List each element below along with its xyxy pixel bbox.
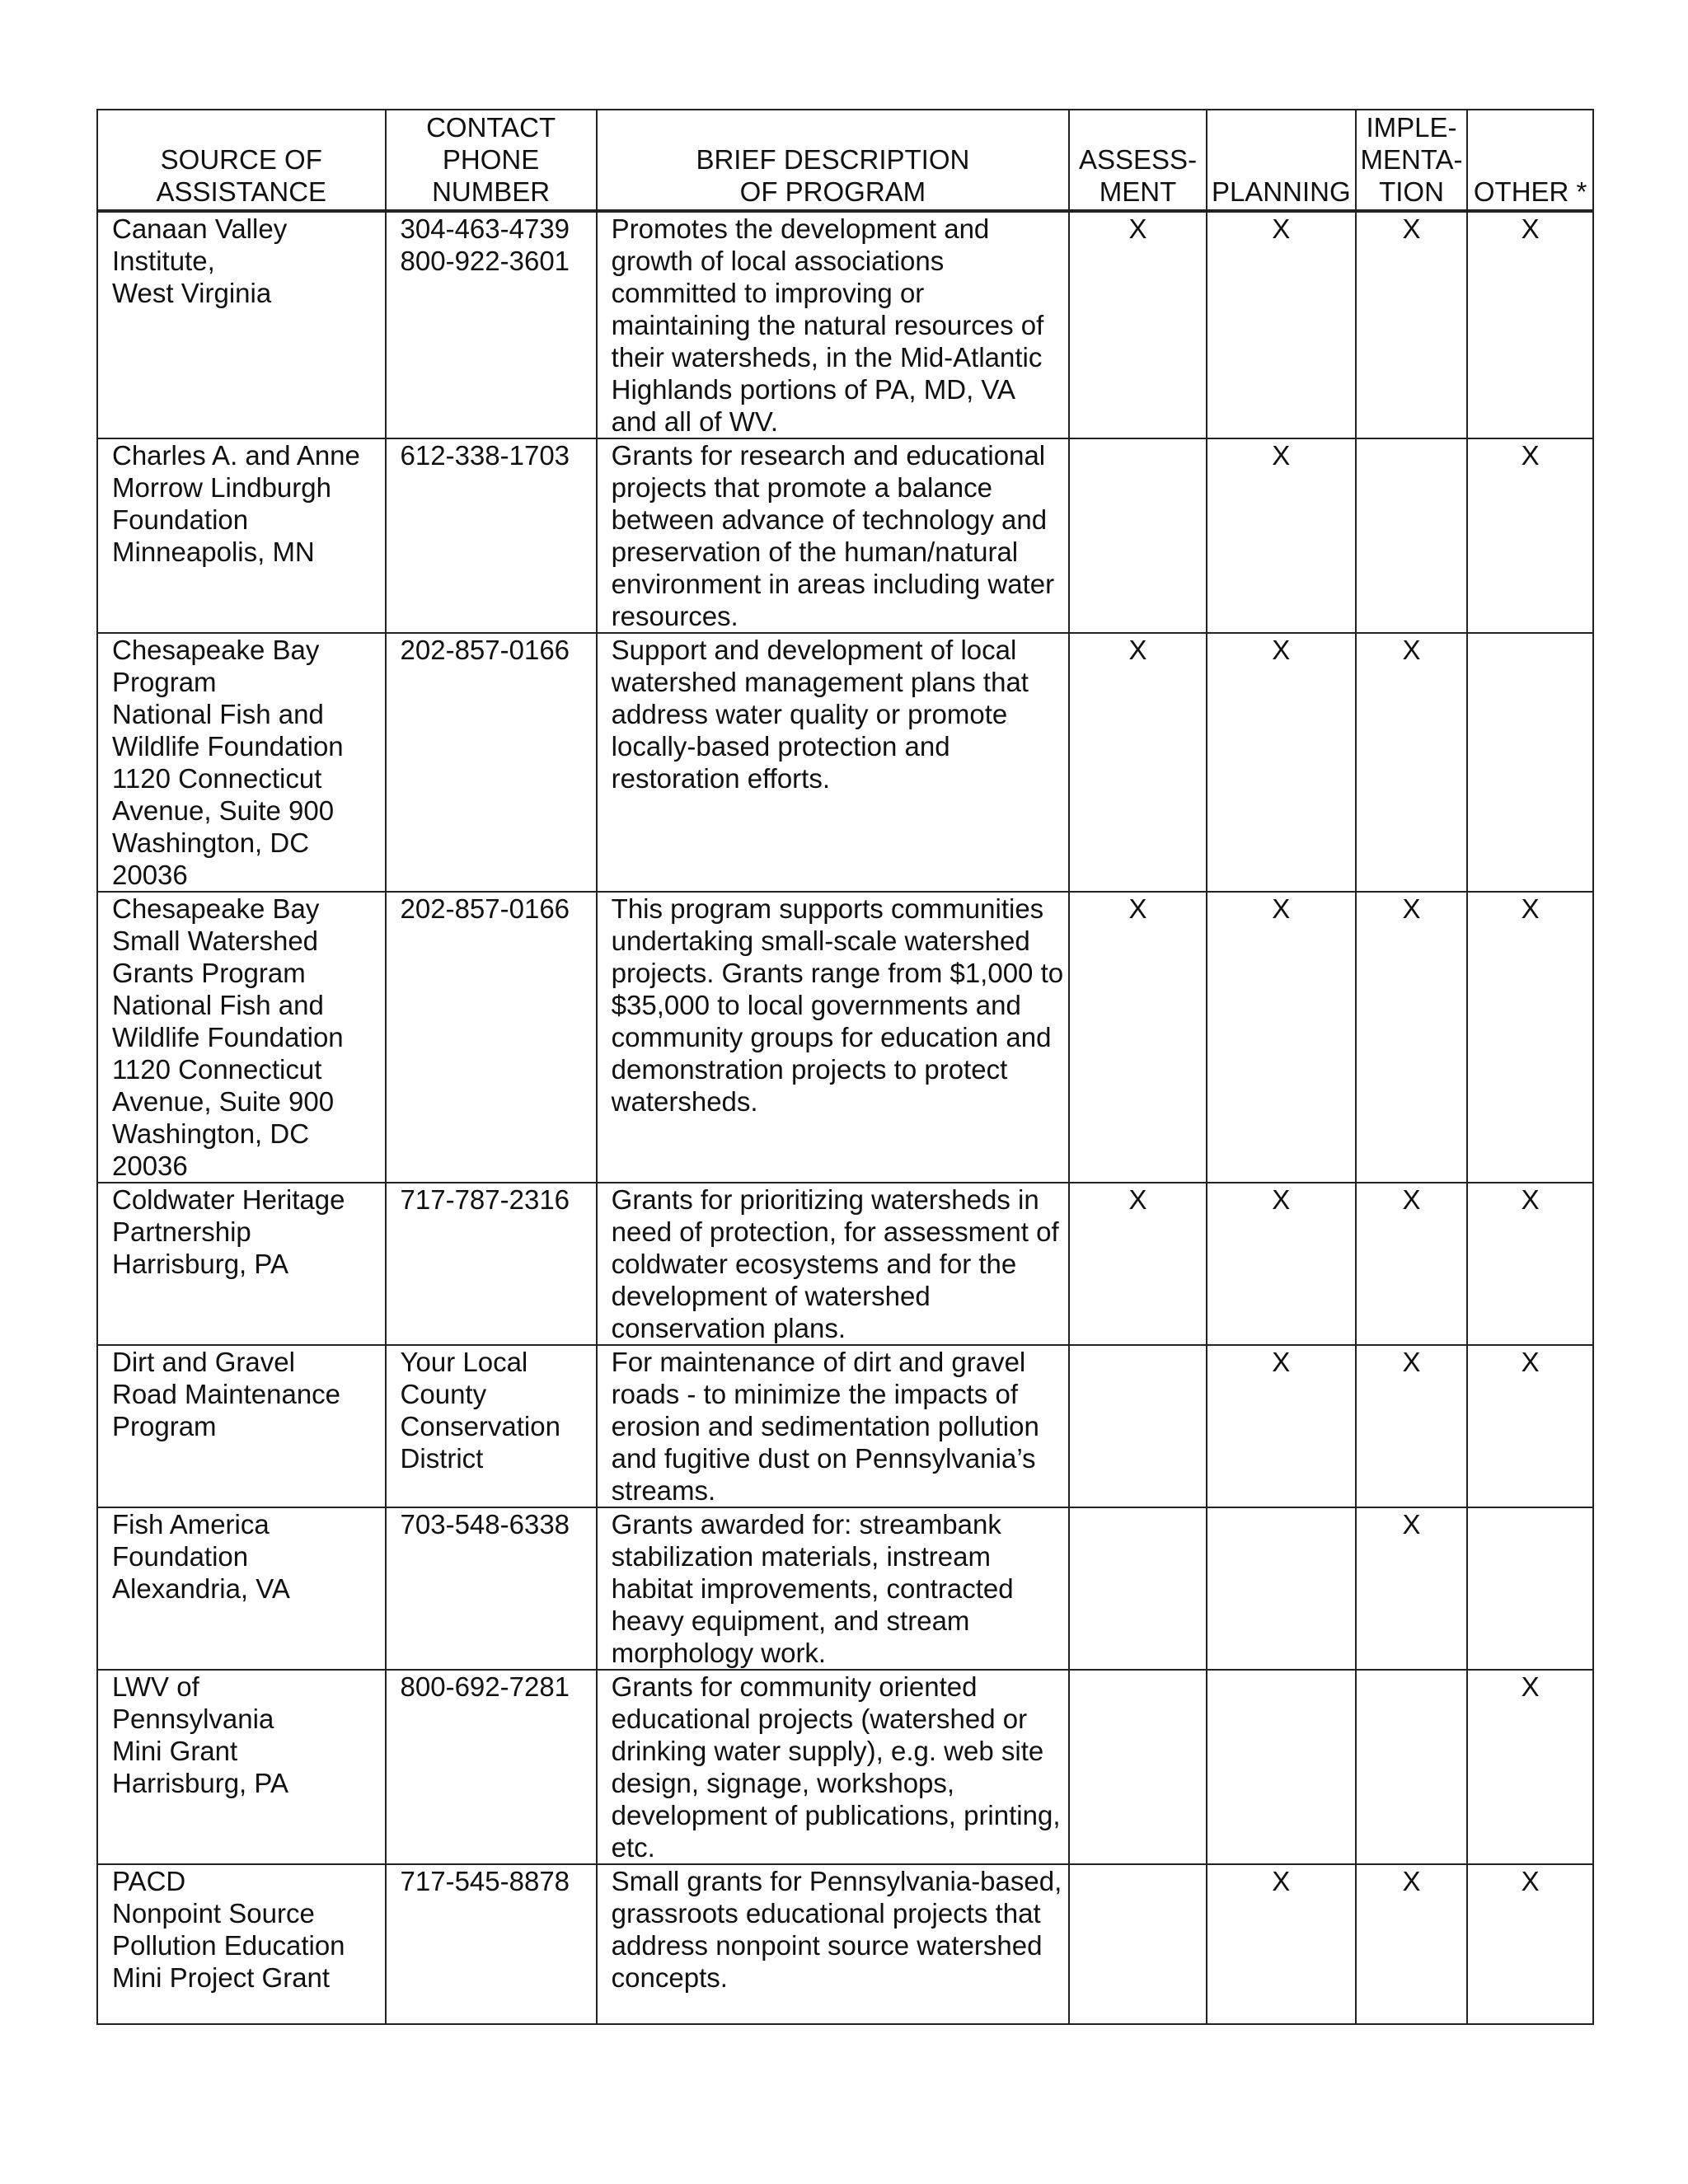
implementation-mark: X [1356,892,1468,1183]
phone-cell: 304-463-4739 800-922-3601 [386,211,597,438]
assistance-table [96,109,1594,2025]
description-cell: Grants for community oriented educational projects (watershed or drinking water supply), e.g. web site design, signage, workshops, development of publications, printing, etc. [597,1670,1070,1864]
other-mark [1467,1507,1593,1670]
description-cell: This program supports communities undertaking small-scale watershed projects. Grants range from $1,000 to $35,000 to local governments and community groups for education and demonstration projects to protect watersheds. [597,892,1070,1183]
planning-mark [1207,1670,1356,1864]
table-row [97,633,1593,892]
phone-cell: 800-692-7281 [386,1670,597,1864]
source-cell: Canaan Valley Institute, West Virginia [97,211,386,438]
source-cell: Dirt and Gravel Road Maintenance Program [97,1345,386,1507]
source-cell: LWV of Pennsylvania Mini Grant Harrisburg, PA [97,1670,386,1864]
assessment-mark [1069,438,1207,633]
assessment-mark: X [1069,211,1207,438]
phone-cell: 717-787-2316 [386,1183,597,1345]
implementation-mark [1356,1670,1468,1864]
phone-cell: 612-338-1703 [386,438,597,633]
table-row [97,211,1593,438]
header-assessment: ASSESS- MENT [1069,110,1207,211]
header-row [97,110,1593,211]
phone-cell: 202-857-0166 [386,892,597,1183]
description-cell: For maintenance of dirt and gravel roads - to minimize the impacts of erosion and sedimentation pollution and fugitive dust on Pennsylvania’s streams. [597,1345,1070,1507]
description-cell: Grants for research and educational projects that promote a balance between advance of technology and preservation of the human/natural environment in areas including water resources. [597,438,1070,633]
assessment-mark [1069,1507,1207,1670]
planning-mark: X [1207,211,1356,438]
other-mark: X [1467,211,1593,438]
table-row [97,892,1593,1183]
planning-mark: X [1207,633,1356,892]
header-description: BRIEF DESCRIPTION OF PROGRAM [597,110,1070,211]
description-cell: Grants awarded for: streambank stabilization materials, instream habitat improvements, contracted heavy equipment, and stream morphology work. [597,1507,1070,1670]
table-row [97,1864,1593,2024]
header-planning: PLANNING [1207,110,1356,211]
other-mark: X [1467,1183,1593,1345]
other-mark: X [1467,892,1593,1183]
phone-cell: Your Local County Conservation District [386,1345,597,1507]
planning-mark: X [1207,438,1356,633]
table-row [97,438,1593,633]
description-cell: Grants for prioritizing watersheds in need of protection, for assessment of coldwater ecosystems and for the development of watershed conservation plans. [597,1183,1070,1345]
phone-cell: 717-545-8878 [386,1864,597,2024]
assessment-mark: X [1069,1183,1207,1345]
table-row [97,1507,1593,1670]
source-cell: Chesapeake Bay Program National Fish and Wildlife Foundation 1120 Connecticut Avenue, Suite 900 Washington, DC 20036 [97,633,386,892]
implementation-mark: X [1356,1507,1468,1670]
assessment-mark: X [1069,892,1207,1183]
implementation-mark [1356,438,1468,633]
other-mark: X [1467,438,1593,633]
planning-mark [1207,1507,1356,1670]
source-cell: Fish America Foundation Alexandria, VA [97,1507,386,1670]
source-cell: Charles A. and Anne Morrow Lindburgh Foundation Minneapolis, MN [97,438,386,633]
planning-mark: X [1207,1345,1356,1507]
other-mark: X [1467,1864,1593,2024]
implementation-mark: X [1356,1345,1468,1507]
table-row [97,1670,1593,1864]
description-cell: Small grants for Pennsylvania-based, grassroots educational projects that address nonpoint source watershed concepts. [597,1864,1070,2024]
table-row [97,1183,1593,1345]
phone-cell: 202-857-0166 [386,633,597,892]
assessment-mark: X [1069,633,1207,892]
header-other: OTHER * [1467,110,1593,211]
planning-mark: X [1207,1183,1356,1345]
implementation-mark: X [1356,211,1468,438]
description-cell: Promotes the development and growth of local associations committed to improving or maintaining the natural resources of their watersheds, in the Mid-Atlantic Highlands portions of PA, MD, VA and all of WV. [597,211,1070,438]
implementation-mark: X [1356,633,1468,892]
implementation-mark: X [1356,1864,1468,2024]
header-phone: CONTACT PHONE NUMBER [386,110,597,211]
planning-mark: X [1207,1864,1356,2024]
other-mark: X [1467,1670,1593,1864]
assessment-mark [1069,1670,1207,1864]
source-cell: PACD Nonpoint Source Pollution Education Mini Project Grant [97,1864,386,2024]
planning-mark: X [1207,892,1356,1183]
assessment-mark [1069,1345,1207,1507]
header-implementation: IMPLE- MENTA- TION [1356,110,1468,211]
other-mark: X [1467,1345,1593,1507]
source-cell: Chesapeake Bay Small Watershed Grants Program National Fish and Wildlife Foundation 1120 Connecticut Avenue, Suite 900 Washington, DC 20036 [97,892,386,1183]
implementation-mark: X [1356,1183,1468,1345]
source-cell: Coldwater Heritage Partnership Harrisburg, PA [97,1183,386,1345]
table-row [97,1345,1593,1507]
other-mark [1467,633,1593,892]
phone-cell: 703-548-6338 [386,1507,597,1670]
header-source: SOURCE OF ASSISTANCE [97,110,386,211]
description-cell: Support and development of local watershed management plans that address water quality or promote locally-based protection and restoration efforts. [597,633,1070,892]
assessment-mark [1069,1864,1207,2024]
